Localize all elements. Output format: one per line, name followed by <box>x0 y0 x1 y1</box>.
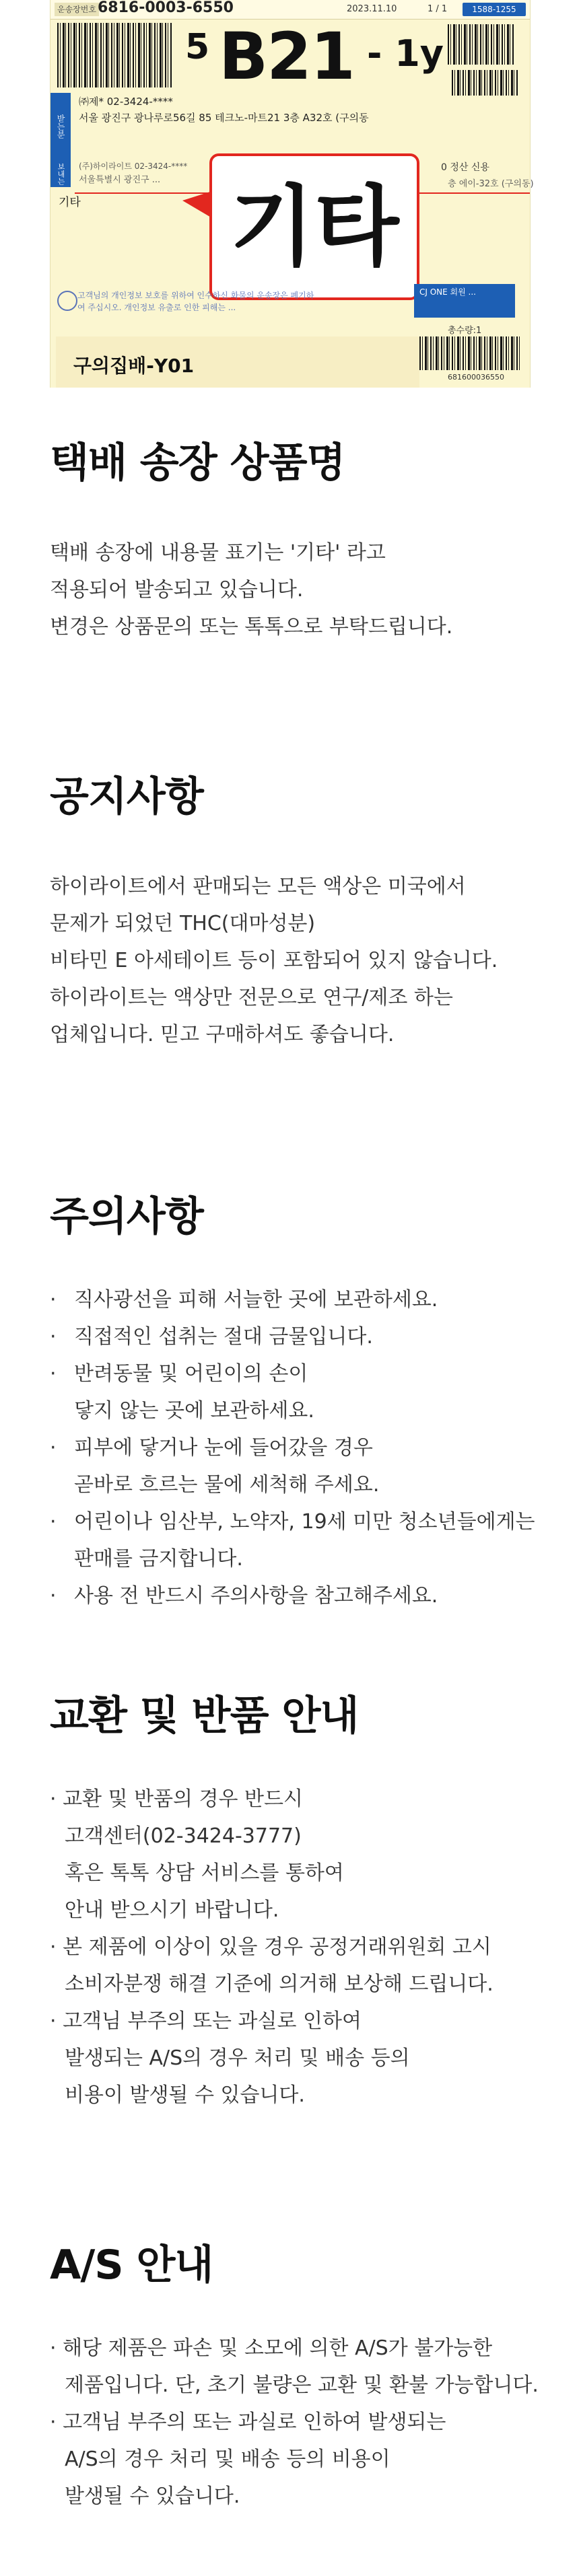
section-as <box>50 2238 561 2515</box>
caution-item-cont <box>50 1466 561 1503</box>
as-line: · 해당 제품은 파손 및 소모에 의한 A/S가 불가능한 <box>50 2336 493 2360</box>
product-name-line: 변경은 상품문의 또는 톡톡으로 부탁드립니다. <box>50 615 453 639</box>
sender-address: 서울특별시 광진구 ... <box>79 175 161 185</box>
receiver-address: 서울 광진구 광나루로56길 85 테크노-마트21 3층 A32호 (구의동 <box>79 112 369 124</box>
carrier-logo: 1588-1255 <box>463 3 526 16</box>
exchange-line: · 교환 및 반품의 경우 반드시 <box>50 1787 303 1811</box>
receiver-name-phone: ㈜제* 02-3424-**** <box>79 96 173 108</box>
exchange-line <box>50 1966 561 2003</box>
as-line <box>50 2367 561 2404</box>
as-line-text: 제품입니다. 단, 초기 불량은 교환 및 환불 가능합니다. <box>65 2373 539 2397</box>
bullet-dot: · <box>50 1510 57 1534</box>
barcode-right-secondary <box>452 70 519 96</box>
caution-item-text: 어린이나 임산부, 노약자, 19세 미만 청소년들에게는 <box>74 1510 535 1534</box>
caution-item <box>50 1503 561 1540</box>
exchange-line <box>50 1818 561 1855</box>
section-exchange <box>50 1689 561 2114</box>
notice-line: 하이라이트는 액상만 전문으로 연구/제조 하는 <box>50 986 453 1009</box>
as-title: A/S 안내 <box>50 2242 213 2289</box>
exchange-line <box>50 2077 561 2114</box>
membership-box: CJ ONE 회원 ... <box>414 284 515 318</box>
exchange-title: 교환 및 반품 안내 <box>50 1692 359 1740</box>
label-notice: 고객님의 개인정보 보호를 위하여 인수하신 화물의 운송장은 폐기하여 주십시오. 개인정보 유출로 인한 피해는 ... <box>77 291 314 312</box>
section-product-name <box>50 436 561 645</box>
route-text: 구의집배-Y01 <box>73 355 195 377</box>
exchange-line <box>50 1892 561 1929</box>
label-top-bar <box>50 0 530 20</box>
exchange-line-text: 비용이 발생될 수 있습니다. <box>65 2083 305 2107</box>
caution-item-text: 사용 전 반드시 주의사항을 참고해주세요. <box>74 1584 438 1608</box>
notice-line: 하이라이트에서 판매되는 모든 액상은 미국에서 <box>50 875 466 898</box>
as-line <box>50 2478 561 2515</box>
product-name-title: 택배 송장 상품명 <box>50 439 345 487</box>
caution-list <box>50 1281 561 1614</box>
waybill-number: 6816-0003-6550 <box>98 0 234 16</box>
barcode-bottom <box>419 336 520 370</box>
caution-item-text: 직사광선을 피해 서늘한 곳에 보관하세요. <box>74 1288 438 1312</box>
as-line: · 고객님 부주의 또는 과실로 인하여 발생되는 <box>50 2410 446 2434</box>
notice-line: 비타민 E 아세테이트 등이 포함되어 있지 않습니다. <box>50 949 498 972</box>
sort-number: 5 <box>185 27 210 67</box>
bullet-dot: · <box>50 1325 57 1349</box>
bullet-dot: · <box>50 1362 57 1386</box>
caution-item <box>50 1318 561 1355</box>
section-caution <box>50 1190 561 1614</box>
section-notice <box>50 770 561 1053</box>
product-name-line: 적용되어 발송되고 있습니다. <box>50 578 304 602</box>
caution-title: 주의사항 <box>50 1193 203 1240</box>
exchange-line: · 본 제품에 이상이 있을 경우 공정거래위원회 고시 <box>50 1935 491 1959</box>
exchange-line: · 고객님 부주의 또는 과실로 인하여 <box>50 2009 362 2033</box>
exchange-line-text: 소비자분쟁 해결 기준에 의거해 보상해 드립니다. <box>65 1972 493 1996</box>
bullet-dot: · <box>50 1436 57 1460</box>
caution-item-text: 곧바로 흐르는 물에 세척해 주세요. <box>74 1473 380 1497</box>
label-date: 2023.11.10 <box>347 4 397 14</box>
as-line-text: A/S의 경우 처리 및 배송 등의 비용이 <box>65 2447 390 2471</box>
notice-line: 업체입니다. 믿고 구매하셔도 좋습니다. <box>50 1023 395 1046</box>
caution-item-text: 닿지 않는 곳에 보관하세요. <box>74 1399 314 1423</box>
receiver-tag: 받는분 <box>50 93 71 160</box>
exchange-line-text: 혹은 톡톡 상담 서비스를 통하여 <box>65 1861 344 1885</box>
barcode-number: 681600036550 <box>448 373 504 382</box>
notice-icon <box>57 291 77 311</box>
callout-pointer <box>182 191 212 218</box>
sender-name-phone: (주)하이라이트 02-3424-**** <box>79 162 188 171</box>
notice-line: 문제가 되었던 THC(대마성분) <box>50 912 316 935</box>
label-page: 1 / 1 <box>428 4 448 14</box>
callout-box <box>209 153 419 300</box>
caution-item-cont <box>50 1540 561 1577</box>
item-name-small: 기타 <box>59 196 81 209</box>
notice-title: 공지사항 <box>50 773 203 820</box>
caution-item <box>50 1281 561 1318</box>
as-line-text: 발생될 수 있습니다. <box>65 2484 240 2508</box>
shipping-label-image <box>36 0 534 388</box>
bullet-dot: · <box>50 1584 57 1608</box>
callout-text: 기타 <box>230 176 399 278</box>
barcode-main <box>57 23 172 87</box>
exchange-line-text: 발생되는 A/S의 경우 처리 및 배송 등의 <box>65 2046 410 2070</box>
caution-item-cont <box>50 1392 561 1429</box>
sort-sub-code: - 1y <box>367 32 444 75</box>
waybill-tag: 운송장번호 <box>55 3 99 16</box>
exchange-line <box>50 2040 561 2077</box>
caution-item-text: 반려동물 및 어린이의 손이 <box>74 1362 308 1386</box>
exchange-line <box>50 1855 561 1892</box>
box-count: 총수량:1 <box>448 326 482 336</box>
sender-tag: 보내는분 <box>50 160 71 187</box>
as-line <box>50 2441 561 2478</box>
barcode-right <box>448 24 515 65</box>
caution-item-text: 판매를 금지합니다. <box>74 1547 243 1571</box>
product-name-line: 택배 송장에 내용물 표기는 '기타' 라고 <box>50 541 386 565</box>
caution-item <box>50 1577 561 1614</box>
exchange-line-text: 고객센터(02-3424-3777) <box>65 1824 302 1848</box>
sort-code: B21 <box>219 19 354 94</box>
payment-info: 0 정산 신용 <box>441 162 489 173</box>
caution-item <box>50 1429 561 1466</box>
caution-item <box>50 1355 561 1392</box>
caution-item-text: 피부에 닿거나 눈에 들어갔을 경우 <box>74 1436 373 1460</box>
caution-item-text: 직접적인 섭취는 절대 금물입니다. <box>74 1325 373 1349</box>
address-tail: 층 에이-32호 (구의동) <box>448 179 534 189</box>
exchange-line-text: 안내 받으시기 바랍니다. <box>65 1898 279 1922</box>
bullet-dot: · <box>50 1288 57 1312</box>
